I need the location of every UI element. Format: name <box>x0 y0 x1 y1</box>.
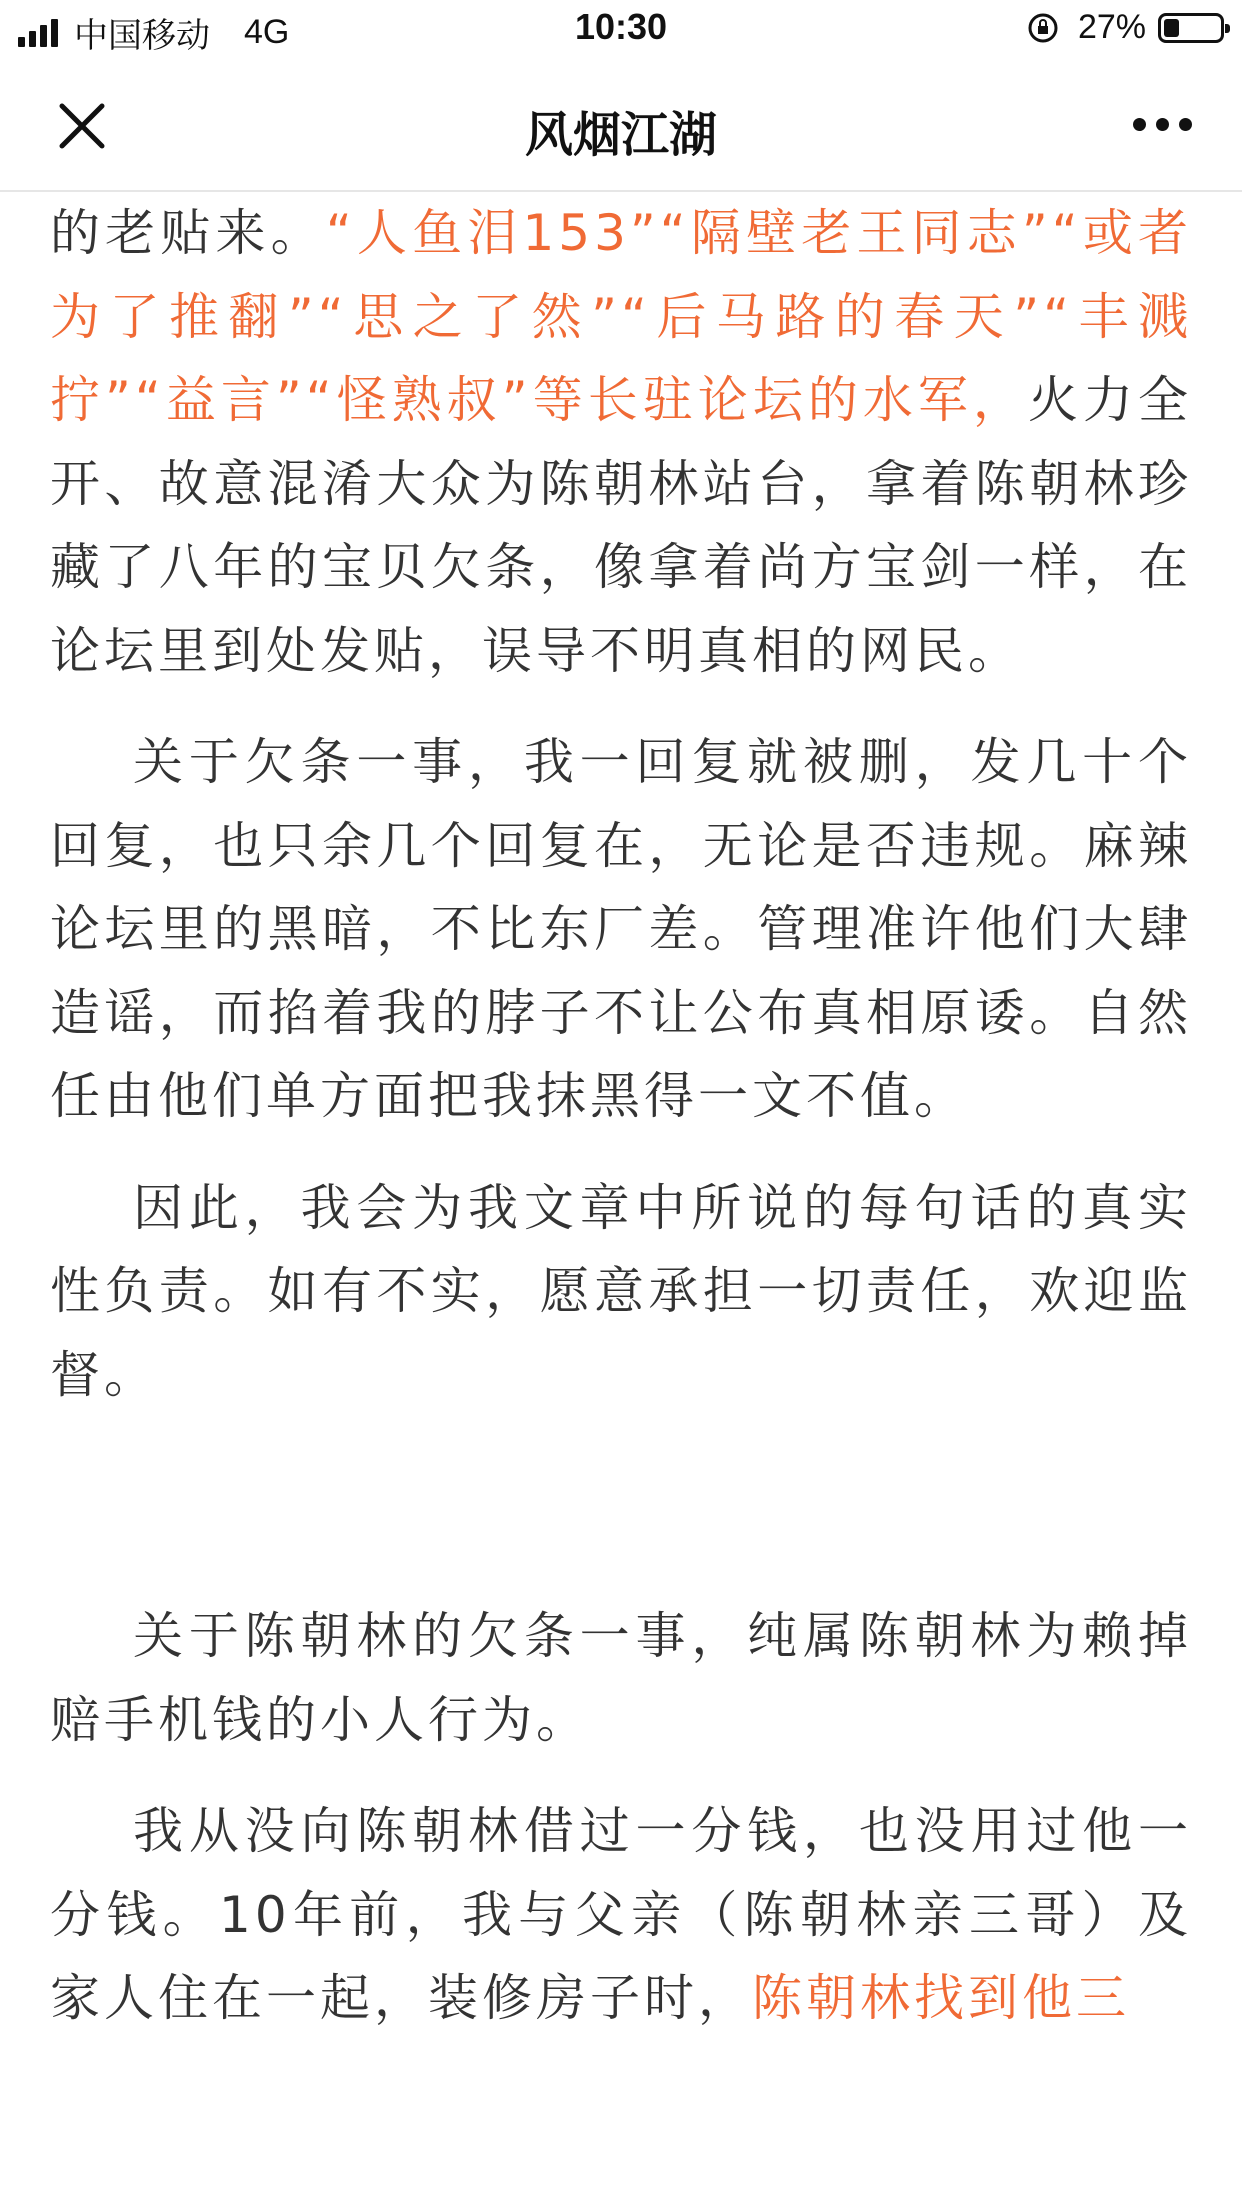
battery-percent: 27% <box>1077 8 1146 46</box>
paragraph-2: 关于欠条一事，我一回复就被删，发几十个回复，也只余几个回复在，无论是否违规。麻辣论坛里的黑暗，不比东厂差。管理准许他们大肆造谣，而掐着我的脖子不让公布真相原诿。自然任由他们单方面把我抹黑得一文不值。 <box>50 733 1192 1125</box>
page-title: 风烟江湖 <box>524 107 717 163</box>
battery-icon <box>1158 13 1224 43</box>
paragraph-1-rest: 火力全开、故意混淆大众为陈朝林站台，拿着陈朝林珍藏了八年的宝贝欠条，像拿着尚方宝剑一样，在论坛里到处发贴，误导不明真相的网民。 <box>50 371 1192 680</box>
paragraph-5-start: 我从没向陈朝林借过一分钱，也没用过他一分钱。10年前，我与父亲（陈朝林亲三哥）及家人住在一起，装修房子时， <box>50 1802 1192 2027</box>
highlight-user-list: “人鱼泪153”“隔壁老王同志”“或者为了推翻”“思之了然”“后马路的春天”“丰溅拧”“益言”“怪熟叔”等长驻论坛的水军， <box>50 204 1193 429</box>
paragraph-5 <box>50 1790 1192 2041</box>
status-time: 10:30 <box>574 6 668 47</box>
nav-bar <box>0 62 1242 192</box>
paragraph-1 <box>50 192 1192 693</box>
paragraph-3: 因此，我会为我文章中所说的每句话的真实性负责。如有不实，愿意承担一切责任，欢迎监督。 <box>50 1178 1192 1404</box>
paragraph-1-start: 的老贴来。 <box>50 204 326 262</box>
highlight-chen-text: 陈朝林找到他三 <box>752 1969 1130 2027</box>
status-bar <box>0 0 1242 62</box>
paragraph-4: 关于陈朝林的欠条一事，纯属陈朝林为赖掉赔手机钱的小人行为。 <box>50 1607 1192 1749</box>
more-icon[interactable] <box>1123 118 1192 131</box>
rotation-lock-icon <box>1026 11 1060 45</box>
carrier-label: 中国移动 <box>74 16 210 56</box>
network-label: 4G <box>244 13 290 51</box>
article-body <box>50 192 1192 2041</box>
